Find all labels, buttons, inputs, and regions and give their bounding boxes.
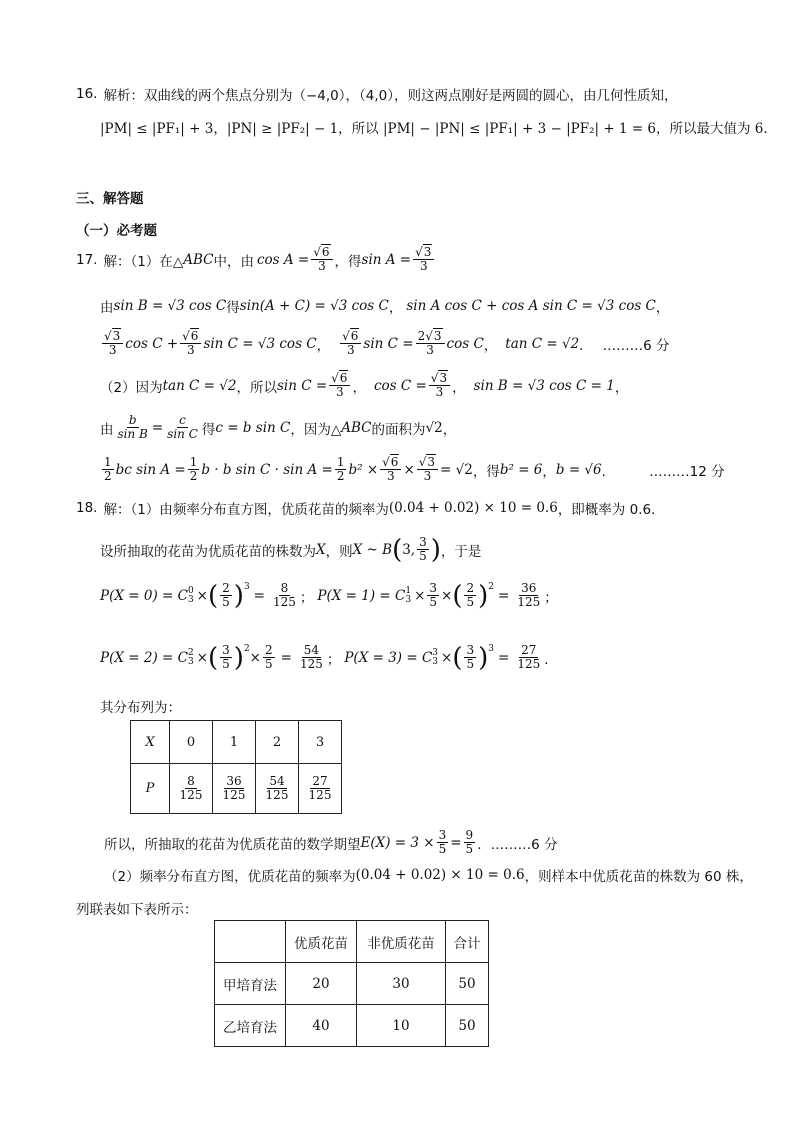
q17-rad: 6	[390, 455, 399, 469]
q18-times: ×	[249, 649, 261, 666]
q17-text: ，得	[334, 253, 362, 270]
table-row	[131, 764, 342, 814]
q17-line4	[100, 372, 628, 399]
q17-text: ，	[452, 379, 466, 396]
q18-sub: 3	[187, 594, 194, 605]
q17-formula: b = √6	[555, 461, 602, 478]
q18-num: 2	[466, 581, 475, 595]
table-cell: 3	[299, 721, 342, 764]
q18-sup: 1	[405, 585, 412, 596]
q18-eq: =	[450, 834, 462, 851]
q17-den: 3	[335, 385, 344, 399]
q17-line2	[100, 296, 669, 316]
q17-formula: b² ×	[348, 461, 379, 478]
q17-formula: tan C = √2	[505, 335, 580, 352]
q18-sub: 3	[405, 594, 412, 605]
q18-times: ×	[441, 649, 453, 666]
q17-text: ，所以	[236, 379, 277, 396]
q17-formula: sin C =	[363, 335, 414, 352]
q18-formula: E(X) = 3 ×	[360, 834, 435, 851]
table-row	[215, 963, 489, 1005]
q18-den: 125	[299, 657, 323, 671]
q18-frac	[271, 582, 298, 609]
q18-times: ×	[196, 587, 208, 604]
q17-eq: =	[151, 419, 164, 436]
table-cell: 20	[286, 963, 357, 1005]
section-subtitle: （一）必考题	[76, 223, 157, 239]
q17-text: ，因为△	[290, 421, 342, 438]
q17-num: 1	[336, 455, 345, 469]
q17-rad: 6	[321, 245, 330, 259]
q18-den: 125	[517, 595, 541, 609]
q18-paren-left: (	[392, 534, 403, 565]
table-cell: X	[131, 721, 170, 764]
q17-text: 得	[201, 421, 216, 438]
q18-paren-right: )	[430, 534, 441, 565]
table-cell: 1	[213, 721, 256, 764]
table-cell	[256, 764, 299, 814]
q17-den: 3	[186, 343, 195, 357]
q18-eq: =	[253, 587, 265, 604]
q18-paren-right: )	[478, 580, 489, 611]
q18-den: 125	[272, 595, 296, 609]
q18-num: 36	[521, 581, 537, 595]
q17-coef: 2	[417, 329, 426, 343]
q17-frac: $\frac{√6}{3}$	[329, 372, 350, 399]
q18-den: 5	[222, 595, 230, 609]
q17-frac: $\frac{√6}{3}$	[180, 330, 201, 357]
q18-den: 5	[429, 595, 438, 609]
q17-den: 3	[318, 259, 326, 273]
q18-den: 125	[517, 657, 541, 671]
q17-formula: ×	[403, 461, 415, 478]
q18-formula: X ~ B	[352, 541, 393, 558]
q18-exp: 2	[243, 644, 250, 654]
q18-formula: P(X = 2) = C	[100, 649, 188, 666]
q18-part2-line2: 列联表如下表所示：	[76, 902, 198, 918]
table-cell	[213, 764, 256, 814]
q17-line1	[76, 246, 436, 273]
q18-num: 3	[466, 643, 475, 657]
q18-paren-right: )	[233, 580, 244, 611]
q17-text: ，	[388, 300, 403, 316]
q17-rad: 6	[350, 329, 359, 343]
q17-num: 1	[104, 455, 112, 469]
q18-number: 18.	[76, 500, 98, 516]
q17-formula: b · b sin C · sin A =	[201, 461, 333, 478]
q18-exp: 2	[488, 582, 495, 592]
q17-formula: sin B = √3 cos C = 1	[473, 377, 615, 394]
q17-rad: 6	[339, 371, 348, 385]
q18-paren-left: (	[452, 580, 463, 611]
q17-frac: $\frac{√3}{3}$	[102, 330, 123, 357]
table-cell: 甲培育法	[215, 963, 286, 1005]
q17-abc: ABC	[183, 251, 214, 268]
q18-eq: =	[498, 649, 510, 666]
table-cell: 30	[357, 963, 446, 1005]
q18-text: ；	[326, 651, 341, 668]
q17-frac: $\frac{√3}{3}$	[417, 456, 438, 483]
table-cell: 0	[170, 721, 213, 764]
q17-text: （2）因为	[100, 379, 163, 396]
q17-rad: 3	[423, 245, 432, 259]
q17-den: 2	[336, 469, 345, 483]
cell-den: 125	[265, 788, 289, 802]
q17-den: 3	[108, 343, 117, 357]
q17-formula: cos C +	[125, 335, 179, 352]
q17-formula: cos C	[446, 335, 484, 352]
q18-sub: 3	[187, 656, 194, 667]
q17-formula: b² = 6	[499, 461, 543, 478]
q18-num: 3	[438, 828, 447, 842]
q18-line1	[76, 498, 665, 518]
q18-frac	[515, 644, 542, 671]
q17-den: sin C	[167, 427, 198, 441]
cell-num: 8	[187, 774, 195, 788]
q17-rad: 3	[427, 455, 436, 469]
q17-num: c	[179, 413, 186, 427]
q18-prob-line2	[100, 644, 558, 671]
table-cell: 2	[256, 721, 299, 764]
section-title: 三、解答题	[76, 191, 144, 207]
q17-text: 由	[100, 421, 114, 438]
q18-sup: 2	[187, 647, 194, 658]
q17-frac-half	[188, 456, 200, 483]
q17-den: 3	[426, 343, 434, 357]
q18-num: 27	[521, 643, 537, 657]
q18-num: 3	[429, 581, 438, 595]
contingency-table	[214, 920, 489, 1047]
q18-den: 5	[465, 842, 474, 856]
q17-formula: sin(A + C) = √3 cos C	[239, 298, 389, 314]
q17-text: 的面积为	[371, 421, 426, 438]
q18-text: ，则样本中优质花苗的株数为 60 株，	[524, 869, 753, 885]
q18-sup: 0	[187, 585, 194, 596]
q18-frac	[263, 644, 275, 671]
q18-times: ×	[414, 587, 426, 604]
q17-text: ，	[614, 379, 629, 396]
q17-den: 3	[435, 385, 444, 399]
q18-num: 2	[222, 581, 230, 595]
table-row	[131, 721, 342, 764]
q18-den: 5	[264, 657, 273, 671]
q17-frac-sqrt3-3: $\frac{√3}{3}$	[413, 246, 434, 273]
q17-text: ，	[316, 337, 331, 354]
q17-num: 1	[189, 455, 198, 469]
q17-text: ，	[352, 379, 366, 396]
cell-den: 125	[308, 788, 332, 802]
q18-paren-right: )	[478, 642, 489, 673]
q17-formula: sin B = √3 cos C	[113, 298, 227, 314]
q18-den: 5	[222, 657, 230, 671]
q18-text: （2）频率分布直方图，优质花苗的频率为	[104, 869, 356, 885]
q16-text-2: |PM| ≤ |PF₁| + 3，|PN| ≥ |PF₂| − 1，所以 |PM| − |PN| ≤ |PF₁| + 3 − |PF₂| + 1 = 6，所以最大值为 6．	[100, 121, 777, 137]
q17-text: ．	[601, 463, 616, 480]
q17-number: 17.	[76, 251, 98, 268]
q17-den: sin B	[117, 427, 148, 441]
table-cell: 50	[446, 1005, 489, 1047]
q18-exp: 3	[243, 582, 250, 592]
q18-text: 所以，所抽取的花苗为优质花苗的数学期望	[104, 836, 361, 853]
q18-expectation-line	[104, 829, 558, 856]
q18-frac	[220, 582, 232, 609]
table-row	[215, 1005, 489, 1047]
q17-frac-half	[335, 456, 347, 483]
q18-frac	[417, 536, 429, 563]
q18-var: X	[316, 541, 326, 558]
q17-frac: $\frac{√3}{3}$	[429, 372, 450, 399]
q17-score-12: ………12 分	[649, 463, 725, 480]
q16-line2	[100, 117, 777, 137]
q18-frac	[298, 644, 325, 671]
q17-frac: $\frac{2√3}{3}$	[416, 330, 445, 357]
q17-text: ，	[542, 463, 556, 480]
q17-frac: $\frac{√6}{3}$	[340, 330, 361, 357]
table-cell: 50	[446, 963, 489, 1005]
q17-den: 2	[104, 469, 112, 483]
table-cell	[299, 764, 342, 814]
q17-line5	[100, 414, 456, 441]
table-cell: 合计	[446, 921, 489, 963]
table-cell: 10	[357, 1005, 446, 1047]
q17-text: 由	[100, 300, 114, 316]
q18-text: 解：（1）由频率分布直方图，优质花苗的频率为	[103, 502, 389, 518]
q17-den: 3	[346, 343, 355, 357]
q17-rad: 3	[112, 329, 121, 343]
cell-num: 36	[226, 774, 242, 788]
q17-den: 3	[419, 259, 428, 273]
q16-number: 16.	[76, 86, 98, 102]
q17-num: b	[128, 413, 137, 427]
q17-rad: 6	[190, 329, 199, 343]
q17-frac-sqrt6-3: $\frac{√6}{3}$	[311, 246, 332, 273]
q17-formula: cos C =	[373, 377, 427, 394]
q17-formula: √2	[425, 419, 443, 436]
q18-num: 2	[264, 643, 273, 657]
q17-frac-b-sinB	[116, 414, 150, 441]
q17-text: ，	[655, 300, 670, 316]
q17-text: ，	[442, 421, 457, 438]
q18-formula: (0.04 + 0.02) × 10 = 0.6	[388, 500, 558, 516]
q18-num: 9	[465, 828, 474, 842]
q18-line2	[100, 536, 481, 563]
q18-sup: 3	[432, 647, 439, 658]
q18-frac	[427, 582, 439, 609]
table-row	[215, 921, 489, 963]
q18-frac	[464, 582, 476, 609]
q17-text: ，	[483, 337, 498, 354]
q17-text: ．	[579, 337, 593, 354]
q17-den: 3	[386, 469, 395, 483]
q18-text: ，即概率为 0.6．	[557, 502, 665, 518]
q17-score-6: ………6 分	[602, 337, 670, 354]
q16-line1	[76, 84, 677, 104]
cell-den: 125	[222, 788, 246, 802]
q18-paren-left: (	[207, 642, 219, 673]
q18-text: ．	[544, 651, 558, 668]
cell-den: 125	[179, 788, 203, 802]
q17-sinA: sin A =	[361, 251, 412, 268]
q18-formula: 3,	[402, 541, 416, 558]
q18-den: 5	[466, 657, 475, 671]
table-cell: P	[131, 764, 170, 814]
q17-text: ，得	[472, 463, 500, 480]
q18-den: 5	[419, 549, 427, 563]
q18-text: ；	[299, 589, 314, 606]
q17-text: 得	[226, 300, 240, 316]
q17-text: 解：（1）在△	[103, 253, 184, 270]
q18-dist-label: 其分布列为：	[100, 700, 181, 716]
table-cell: 优质花苗	[286, 921, 357, 963]
q18-frac	[220, 644, 232, 671]
q18-num: 54	[303, 643, 320, 657]
q18-num: 3	[222, 643, 230, 657]
q18-text: ；	[544, 589, 558, 606]
q18-den: 5	[438, 842, 447, 856]
q17-formula: sin C = √3 cos C	[203, 335, 317, 352]
q18-prob-line1	[100, 582, 558, 609]
q17-den: 3	[423, 469, 432, 483]
q17-line6	[100, 456, 725, 483]
q18-frac	[515, 582, 542, 609]
q18-num: 3	[419, 535, 427, 549]
distribution-table	[130, 720, 342, 814]
q17-frac-c-sinC	[165, 414, 200, 441]
q18-sub: 3	[432, 656, 439, 667]
q18-part2-line1	[104, 865, 753, 885]
q17-den: 2	[189, 469, 198, 483]
q18-times: ×	[196, 649, 208, 666]
q18-formula: P(X = 1) = C	[317, 587, 406, 604]
q17-cosA: cos A =	[256, 251, 310, 268]
q17-rad: 3	[439, 371, 448, 385]
q17-frac-half	[102, 456, 114, 483]
table-cell: 乙培育法	[215, 1005, 286, 1047]
q17-line3	[100, 330, 670, 357]
table-cell: 非优质花苗	[357, 921, 446, 963]
q18-formula: (0.04 + 0.02) × 10 = 0.6	[355, 867, 525, 883]
q17-formula: sin A cos C + cos A sin C = √3 cos C	[406, 298, 656, 314]
q17-text: 中，由	[213, 253, 254, 270]
q17-formula: sin C =	[276, 377, 328, 394]
q16-text-1: 解析：双曲线的两个焦点分别为（−4,0），（4,0），则这两点刚好是两圆的圆心，由几何性质知，	[103, 88, 678, 104]
table-cell	[215, 921, 286, 963]
q18-eq: =	[280, 649, 292, 666]
q18-paren-right: )	[233, 642, 244, 673]
cell-num: 54	[269, 774, 285, 788]
q17-formula: bc sin A =	[115, 461, 186, 478]
q18-frac	[464, 829, 476, 856]
q17-formula: tan C = √2	[162, 377, 237, 394]
q18-text: ，于是	[440, 543, 482, 560]
q18-frac	[464, 644, 476, 671]
q18-times: ×	[441, 587, 453, 604]
q18-text: 设所抽取的花苗为优质花苗的株数为	[100, 543, 316, 560]
q18-paren-left: (	[207, 580, 219, 611]
table-cell	[170, 764, 213, 814]
q17-formula: c = b sin C	[215, 419, 291, 436]
q17-rad: 3	[433, 329, 442, 343]
q18-den: 5	[466, 595, 475, 609]
cell-num: 27	[312, 774, 328, 788]
q18-formula: P(X = 3) = C	[344, 649, 433, 666]
table-cell: 40	[286, 1005, 357, 1047]
q18-score-6: ．………6 分	[477, 836, 558, 853]
q18-num: 8	[280, 581, 289, 595]
q17-formula: = √2	[440, 461, 473, 478]
q17-abc: ABC	[341, 419, 372, 436]
q18-paren-left: (	[452, 642, 463, 673]
q18-formula: P(X = 0) = C	[100, 587, 188, 604]
q17-frac: $\frac{√6}{3}$	[380, 456, 401, 483]
q18-frac	[437, 829, 449, 856]
q18-exp: 3	[488, 644, 495, 654]
q18-text: ，则	[325, 543, 353, 560]
q18-eq: =	[498, 587, 510, 604]
